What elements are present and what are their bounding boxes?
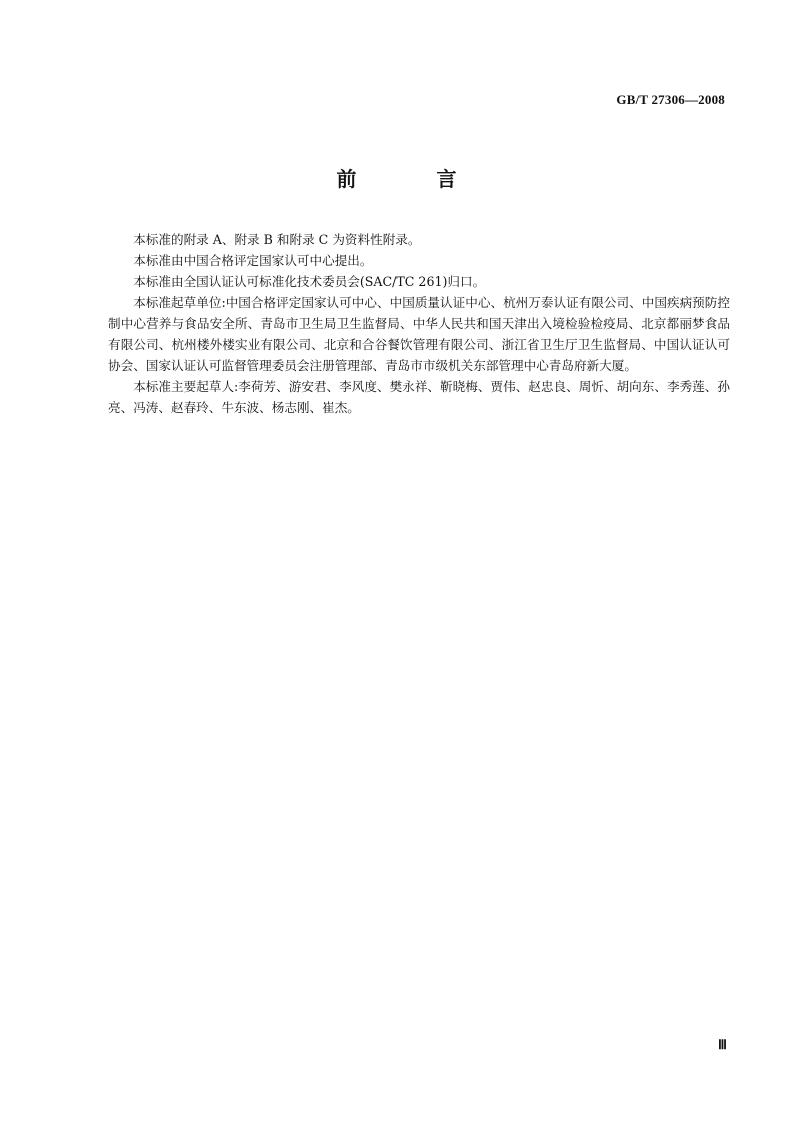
standard-code: GB/T 27306—2008 bbox=[616, 92, 725, 107]
paragraph-annex-note: 本标准的附录 A、附录 B 和附录 C 为资料性附录。 bbox=[133, 232, 421, 247]
foreword-body bbox=[108, 229, 730, 418]
paragraph-administrator: 本标准由全国认证认可标准化技术委员会(SAC/TC 261)归口。 bbox=[133, 274, 486, 289]
page-title: 前 言 bbox=[336, 167, 487, 191]
paragraph-drafting-units: 本标准起草单位:中国合格评定国家认可中心、中国质量认证中心、杭州万泰认证有限公司、中国疾病预防控制中心营养与食品安全所、青岛市卫生局卫生监督局、中华人民共和国天津出入境检验检疫局、北京都丽梦食品有限公司、杭州楼外楼实业有限公司、北京和合谷餐饮管理有限公司、浙江省卫生厅卫生监督局、中国认证认可协会、国家认证认可监督管理委员会注册管理部、青岛市市级机关东部管理中心青岛府新大厦。 bbox=[108, 295, 730, 373]
paragraph-drafters: 本标准主要起草人:李荷芳、游安君、李风度、樊永祥、靳晓梅、贾伟、赵忠良、周忻、胡向东、李秀莲、孙亮、冯涛、赵春玲、牛东波、杨志刚、崔杰。 bbox=[108, 379, 730, 415]
paragraph-proposer: 本标准由中国合格评定国家认可中心提出。 bbox=[133, 253, 373, 268]
page-number: Ⅲ bbox=[718, 1037, 727, 1052]
